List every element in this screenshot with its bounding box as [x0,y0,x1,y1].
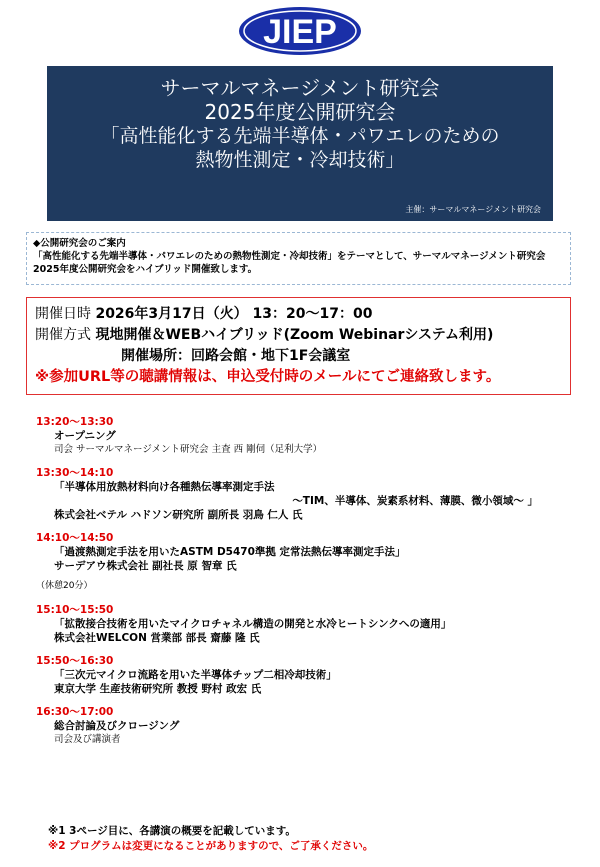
program-item [36,603,576,645]
program-time: 14:10〜14:50 [36,532,114,544]
jiep-logo [237,5,363,57]
footnote-2: ※2 プログラムは変更になることがありますので、ご了承ください。 [48,840,374,852]
organizer: 主催：サーマルマネージメント研究会 [405,205,541,214]
program-line: 司会及び講演者 [54,734,121,745]
program-item [36,466,576,522]
intro-box [26,232,571,285]
logo-text: JIEP [263,13,337,51]
program-item [36,654,576,696]
program-line: 東京大学 生産技術研究所 教授 野村 政宏 氏 [54,683,262,695]
method-value: 現地開催＆WEBハイブリッド(Zoom Webinarシステム利用) [95,327,494,343]
method-label: 開催方式 [35,327,91,343]
date-value: 2026年3月17日（火） 13：20〜17：00 [95,306,373,322]
program-item [36,705,576,747]
break-note: （休憩20分） [36,581,93,591]
banner-title-2: 2025年度公開研究会 [204,100,396,124]
program-line: サーデアウ株式会社 副社長 原 智章 氏 [54,560,237,572]
program-line: 株式会社ベテル ハドソン研究所 副所長 羽鳥 仁人 氏 [54,509,303,521]
program-line: 株式会社WELCON 営業部 部長 齋藤 隆 氏 [54,632,260,644]
date-label: 開催日時 [35,306,91,322]
banner-title-3: 「高性能化する先端半導体・パワエレのための [100,125,500,147]
title-banner [47,66,553,221]
program-time: 13:20〜13:30 [36,416,114,428]
program-line: 「過渡熱測定手法を用いたASTM D5470準拠 定常法熱伝導率測定手法」 [54,546,406,558]
footnotes [48,824,568,854]
date-row [35,304,562,325]
intro-body: 「高性能化する先端半導体・パワエレのための熱物性測定・冷却技術」をテーマとして、サーマルマネージメント研究会2025年度公開研究会をハイブリッド開催致します。 [33,251,546,275]
footnote-1: ※1 3ページ目に、各講演の概要を記載しています。 [48,825,296,837]
program-line: 総合討論及びクロージング [54,720,180,732]
program [36,415,576,756]
banner-title-4: 熱物性測定・冷却技術」 [195,149,405,171]
intro-heading: ◆公開研究会のご案内 [33,238,126,249]
program-line: 「半導体用放熱材料向け各種熱伝導率測定手法 [54,481,275,493]
program-line: 「三次元マイクロ流路を用いた半導体チップ二相冷却技術」 [54,669,337,681]
program-time: 15:10〜15:50 [36,604,114,616]
program-line: オープニング [54,430,116,442]
program-item [36,415,576,457]
program-line: 〜TIM、半導体、炭素系材料、薄膜、微小領域〜 」 [292,495,538,507]
program-line: 「拡散接合技術を用いたマイクロチャネル構造の開発と水冷ヒートシンクへの適用」 [54,618,452,630]
program-line: 司会 サーマルマネージメント研究会 主査 西 剛伺（足利大学） [54,444,323,455]
venue: 開催場所：回路会館・地下1F会議室 [121,348,351,364]
program-time: 15:50〜16:30 [36,655,114,667]
banner-title-1: サーマルマネージメント研究会 [160,76,440,100]
program-item [36,531,576,573]
event-info-box [26,297,571,395]
registration-notice: ※参加URL等の聴講情報は、申込受付時のメールにてご連絡致します。 [35,369,501,385]
program-time: 13:30〜14:10 [36,467,114,479]
program-time: 16:30〜17:00 [36,706,114,718]
method-row [35,325,562,346]
